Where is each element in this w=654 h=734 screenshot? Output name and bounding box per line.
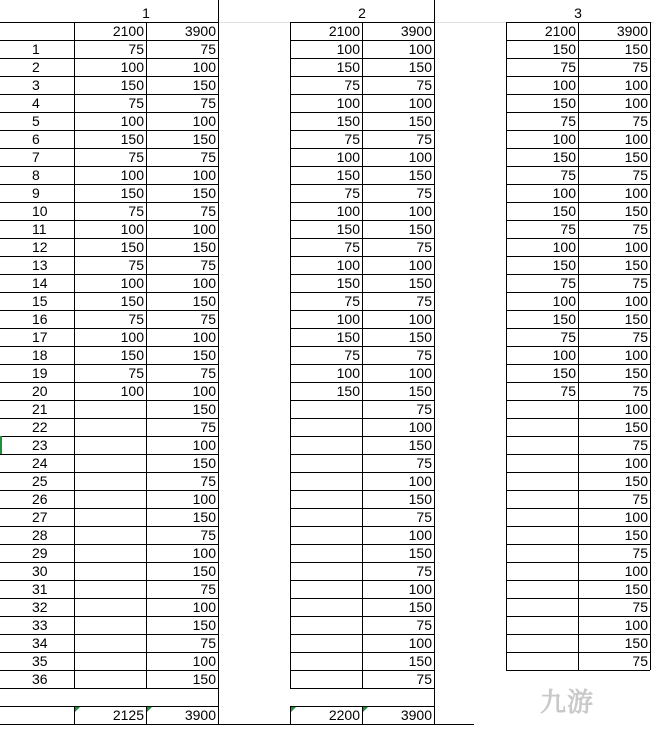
row-number: 11 <box>32 221 47 237</box>
column-border-mid <box>362 22 363 688</box>
cell-value: 100 <box>552 347 576 363</box>
cell-value: 100 <box>120 59 144 75</box>
row-number-border <box>0 580 74 581</box>
cell-value: 100 <box>408 527 432 543</box>
row-number-border <box>0 112 74 113</box>
row-number: 19 <box>32 365 48 381</box>
cell-value: 100 <box>408 41 432 57</box>
cell-value: 150 <box>408 437 432 453</box>
cell-value: 75 <box>632 329 648 345</box>
cell-value: 150 <box>192 347 216 363</box>
total-value: 3900 <box>184 707 216 723</box>
cell-value: 75 <box>416 239 432 255</box>
cell-value: 75 <box>128 149 144 165</box>
row-number: 18 <box>32 347 48 363</box>
row-number: 10 <box>32 203 48 219</box>
cell-value: 150 <box>120 239 144 255</box>
row-number-border <box>0 94 74 95</box>
cell-value: 75 <box>200 581 216 597</box>
cell-value: 150 <box>552 311 576 327</box>
cell-value: 150 <box>624 473 648 489</box>
cell-value: 75 <box>416 77 432 93</box>
cell-value: 75 <box>632 59 648 75</box>
cell-value: 100 <box>624 77 648 93</box>
row-number-border <box>0 58 74 59</box>
row-number: 34 <box>32 635 48 651</box>
cell-value: 75 <box>416 671 432 687</box>
header-value: 3900 <box>184 23 216 39</box>
row-number: 35 <box>32 653 48 669</box>
row-number-top-border <box>0 22 74 23</box>
cell-value: 100 <box>120 383 144 399</box>
cell-value: 150 <box>624 635 648 651</box>
cell-value: 75 <box>200 473 216 489</box>
column-border-left <box>506 22 507 670</box>
cell-value: 100 <box>336 95 360 111</box>
row-number: 27 <box>32 509 48 525</box>
cell-value: 100 <box>336 149 360 165</box>
group-title-2: 2 <box>358 5 366 21</box>
row-border <box>290 688 434 689</box>
row-number-border <box>0 76 74 77</box>
cell-value: 75 <box>632 599 648 615</box>
column-border-mid <box>578 22 579 670</box>
cell-value: 100 <box>336 41 360 57</box>
row-number-border <box>0 418 74 419</box>
cell-value: 100 <box>192 275 216 291</box>
cell-value: 100 <box>408 365 432 381</box>
cell-value: 75 <box>632 437 648 453</box>
cell-value: 150 <box>624 41 648 57</box>
cell-value: 100 <box>408 95 432 111</box>
row-border <box>506 670 650 671</box>
cell-value: 75 <box>560 329 576 345</box>
cell-value: 150 <box>192 401 216 417</box>
cell-value: 75 <box>416 401 432 417</box>
cell-value: 150 <box>408 653 432 669</box>
row-number: 8 <box>32 167 40 183</box>
cell-value: 150 <box>192 239 216 255</box>
cell-value: 75 <box>416 185 432 201</box>
cell-value: 150 <box>408 329 432 345</box>
header-value: 2100 <box>544 23 576 39</box>
cell-value: 75 <box>632 275 648 291</box>
row-number-border <box>0 130 74 131</box>
cell-value: 75 <box>560 167 576 183</box>
cell-value: 150 <box>408 599 432 615</box>
cell-value: 150 <box>552 41 576 57</box>
row-number: 31 <box>32 581 48 597</box>
cell-value: 75 <box>200 257 216 273</box>
cell-value: 100 <box>408 473 432 489</box>
cell-value: 100 <box>408 203 432 219</box>
cell-value: 75 <box>200 419 216 435</box>
cell-value: 75 <box>416 617 432 633</box>
row-number-border <box>0 490 74 491</box>
column-border-left <box>290 22 291 688</box>
row-number-border <box>0 508 74 509</box>
cell-value: 75 <box>416 563 432 579</box>
cell-value: 100 <box>120 329 144 345</box>
cell-value: 150 <box>408 167 432 183</box>
cell-value: 75 <box>416 509 432 525</box>
cell-value: 150 <box>336 59 360 75</box>
cell-value: 150 <box>120 185 144 201</box>
row-number: 6 <box>32 131 40 147</box>
cell-value: 75 <box>416 455 432 471</box>
cell-value: 150 <box>336 167 360 183</box>
cell-value: 150 <box>552 149 576 165</box>
total-value: 2125 <box>112 707 144 723</box>
row-number-border <box>0 202 74 203</box>
header-value: 3900 <box>616 23 648 39</box>
row-number: 23 <box>32 437 48 453</box>
cell-value: 150 <box>192 293 216 309</box>
cell-value: 100 <box>336 365 360 381</box>
row-number-border <box>0 652 74 653</box>
row-number-border <box>0 544 74 545</box>
cell-value: 75 <box>344 185 360 201</box>
cell-value: 150 <box>120 347 144 363</box>
cell-value: 100 <box>624 563 648 579</box>
column-border-right <box>650 22 651 670</box>
row-number: 25 <box>32 473 48 489</box>
row-number: 15 <box>32 293 48 309</box>
cell-value: 100 <box>624 131 648 147</box>
cell-value: 75 <box>200 41 216 57</box>
row-number-border <box>0 256 74 257</box>
column-border-mid <box>146 22 147 688</box>
row-number: 7 <box>32 149 40 165</box>
cell-value: 150 <box>552 257 576 273</box>
cell-value: 100 <box>408 149 432 165</box>
cell-value: 150 <box>120 77 144 93</box>
cell-value: 75 <box>200 527 216 543</box>
cell-value: 100 <box>624 509 648 525</box>
cell-value: 75 <box>632 383 648 399</box>
cell-value: 100 <box>192 59 216 75</box>
cell-value: 150 <box>192 563 216 579</box>
cell-value: 75 <box>344 77 360 93</box>
cell-value: 75 <box>128 365 144 381</box>
cell-value: 100 <box>552 239 576 255</box>
cell-value: 75 <box>128 95 144 111</box>
row-number: 22 <box>32 419 48 435</box>
header-value: 2100 <box>328 23 360 39</box>
cell-value: 75 <box>560 221 576 237</box>
cell-value: 150 <box>624 311 648 327</box>
cell-value: 100 <box>192 653 216 669</box>
row-number-border <box>0 292 74 293</box>
row-number: 33 <box>32 617 48 633</box>
cell-value: 100 <box>120 221 144 237</box>
cell-value: 100 <box>624 95 648 111</box>
row-number: 24 <box>32 455 48 471</box>
cell-value: 100 <box>624 185 648 201</box>
cell-value: 100 <box>192 437 216 453</box>
cell-value: 100 <box>192 491 216 507</box>
cell-value: 150 <box>120 293 144 309</box>
cell-value: 150 <box>624 365 648 381</box>
cell-value: 100 <box>624 347 648 363</box>
cell-value: 100 <box>192 167 216 183</box>
cell-value: 150 <box>408 491 432 507</box>
cell-value: 75 <box>416 131 432 147</box>
row-number: 16 <box>32 311 48 327</box>
cell-value: 100 <box>408 581 432 597</box>
row-number-border <box>0 454 74 455</box>
row-number-border <box>0 364 74 365</box>
cell-value: 75 <box>560 383 576 399</box>
cell-value: 150 <box>336 113 360 129</box>
cell-value: 75 <box>344 131 360 147</box>
row-number-border <box>0 148 74 149</box>
cell-value: 75 <box>560 113 576 129</box>
cell-value: 100 <box>192 545 216 561</box>
row-number: 5 <box>32 113 40 129</box>
row-number: 20 <box>32 383 48 399</box>
row-number-border <box>0 166 74 167</box>
row-number-border <box>0 436 74 437</box>
cell-value: 75 <box>416 293 432 309</box>
cell-value: 100 <box>624 455 648 471</box>
row-number-border <box>0 472 74 473</box>
cell-value: 100 <box>552 293 576 309</box>
row-number: 12 <box>32 239 48 255</box>
spacer-border-1 <box>218 0 219 724</box>
row-number: 29 <box>32 545 48 561</box>
cell-value: 100 <box>408 311 432 327</box>
cell-value: 150 <box>336 383 360 399</box>
cell-value: 100 <box>552 77 576 93</box>
cell-value: 150 <box>192 617 216 633</box>
cell-value: 150 <box>624 419 648 435</box>
header-value: 2100 <box>112 23 144 39</box>
cell-value: 75 <box>632 491 648 507</box>
cell-value: 100 <box>552 131 576 147</box>
cell-value: 150 <box>552 95 576 111</box>
formula-marker-icon <box>75 707 80 712</box>
cell-value: 150 <box>120 131 144 147</box>
cell-value: 100 <box>408 419 432 435</box>
formula-marker-icon <box>147 707 152 712</box>
cell-value: 100 <box>120 275 144 291</box>
header-value: 3900 <box>400 23 432 39</box>
cell-value: 150 <box>408 383 432 399</box>
cell-value: 100 <box>120 167 144 183</box>
cell-value: 75 <box>128 311 144 327</box>
row-number-border <box>0 238 74 239</box>
row-number: 28 <box>32 527 48 543</box>
cell-value: 75 <box>560 59 576 75</box>
row-number: 9 <box>32 185 40 201</box>
cell-value: 75 <box>344 293 360 309</box>
cell-value: 150 <box>336 221 360 237</box>
cell-value: 150 <box>408 113 432 129</box>
row-number-border <box>0 400 74 401</box>
cell-value: 100 <box>336 203 360 219</box>
row-number: 36 <box>32 671 48 687</box>
row-number-border <box>0 184 74 185</box>
group-title-3: 3 <box>574 5 582 21</box>
cell-value: 150 <box>192 77 216 93</box>
cell-value: 150 <box>552 203 576 219</box>
cell-value: 150 <box>408 275 432 291</box>
cell-value: 75 <box>632 221 648 237</box>
cell-value: 150 <box>624 527 648 543</box>
row-number-border <box>0 634 74 635</box>
sheet-bottom-border <box>0 724 474 725</box>
cell-value: 100 <box>624 239 648 255</box>
group-title-1: 1 <box>142 5 150 21</box>
active-cell-indicator <box>0 436 2 454</box>
cell-value: 75 <box>632 653 648 669</box>
cell-value: 100 <box>408 635 432 651</box>
cell-value: 75 <box>416 347 432 363</box>
cell-value: 75 <box>128 203 144 219</box>
row-number-border <box>0 328 74 329</box>
row-number: 21 <box>32 401 48 417</box>
cell-value: 75 <box>200 635 216 651</box>
spacer-border-2 <box>434 0 435 724</box>
cell-value: 100 <box>408 257 432 273</box>
row-number: 4 <box>32 95 40 111</box>
row-number: 32 <box>32 599 48 615</box>
cell-value: 75 <box>200 311 216 327</box>
cell-value: 150 <box>192 131 216 147</box>
row-number-border <box>0 382 74 383</box>
cell-value: 75 <box>128 257 144 273</box>
cell-value: 100 <box>552 185 576 201</box>
cell-value: 100 <box>624 293 648 309</box>
row-number-border <box>0 526 74 527</box>
cell-value: 150 <box>192 671 216 687</box>
cell-value: 150 <box>552 365 576 381</box>
row-number: 2 <box>32 59 40 75</box>
cell-value: 75 <box>200 203 216 219</box>
cell-value: 100 <box>192 599 216 615</box>
cell-value: 75 <box>344 239 360 255</box>
cell-value: 75 <box>560 275 576 291</box>
row-number-border <box>0 40 74 41</box>
cell-value: 150 <box>624 257 648 273</box>
row-number: 30 <box>32 563 48 579</box>
cell-value: 100 <box>120 113 144 129</box>
row-border <box>74 688 218 689</box>
row-number-border <box>0 346 74 347</box>
watermark-logo: 九游 <box>540 687 595 717</box>
formula-marker-icon <box>291 707 296 712</box>
cell-value: 150 <box>408 221 432 237</box>
cell-value: 75 <box>200 95 216 111</box>
cell-value: 150 <box>408 545 432 561</box>
cell-value: 75 <box>200 149 216 165</box>
row-number: 14 <box>32 275 48 291</box>
row-number: 1 <box>32 41 40 57</box>
total-value: 3900 <box>400 707 432 723</box>
cell-value: 150 <box>624 149 648 165</box>
cell-value: 75 <box>632 113 648 129</box>
cell-value: 150 <box>192 185 216 201</box>
row-number: 3 <box>32 77 40 93</box>
total-value: 2200 <box>328 707 360 723</box>
cell-value: 100 <box>624 617 648 633</box>
cell-value: 150 <box>336 275 360 291</box>
cell-value: 75 <box>128 41 144 57</box>
cell-value: 75 <box>200 365 216 381</box>
cell-value: 150 <box>408 59 432 75</box>
column-border-left <box>74 22 75 688</box>
cell-value: 100 <box>192 113 216 129</box>
cell-value: 150 <box>192 455 216 471</box>
row-number-border <box>0 616 74 617</box>
cell-value: 75 <box>632 167 648 183</box>
row-number-border <box>0 220 74 221</box>
cell-value: 100 <box>624 401 648 417</box>
cell-value: 100 <box>192 221 216 237</box>
cell-value: 75 <box>344 347 360 363</box>
row-number-border <box>0 598 74 599</box>
cell-value: 150 <box>624 203 648 219</box>
cell-value: 75 <box>632 545 648 561</box>
cell-value: 100 <box>192 383 216 399</box>
formula-marker-icon <box>363 707 368 712</box>
row-number-border <box>0 670 74 671</box>
cell-value: 100 <box>192 329 216 345</box>
cell-value: 150 <box>336 329 360 345</box>
row-number: 17 <box>32 329 48 345</box>
totals-row-top-border <box>0 706 74 707</box>
cell-value: 150 <box>624 581 648 597</box>
row-number-border <box>0 274 74 275</box>
cell-value: 100 <box>336 311 360 327</box>
row-number-bottom-border <box>0 688 74 689</box>
row-number-border <box>0 310 74 311</box>
row-number: 13 <box>32 257 48 273</box>
row-number-border <box>0 562 74 563</box>
cell-value: 150 <box>192 509 216 525</box>
cell-value: 100 <box>336 257 360 273</box>
row-number: 26 <box>32 491 48 507</box>
